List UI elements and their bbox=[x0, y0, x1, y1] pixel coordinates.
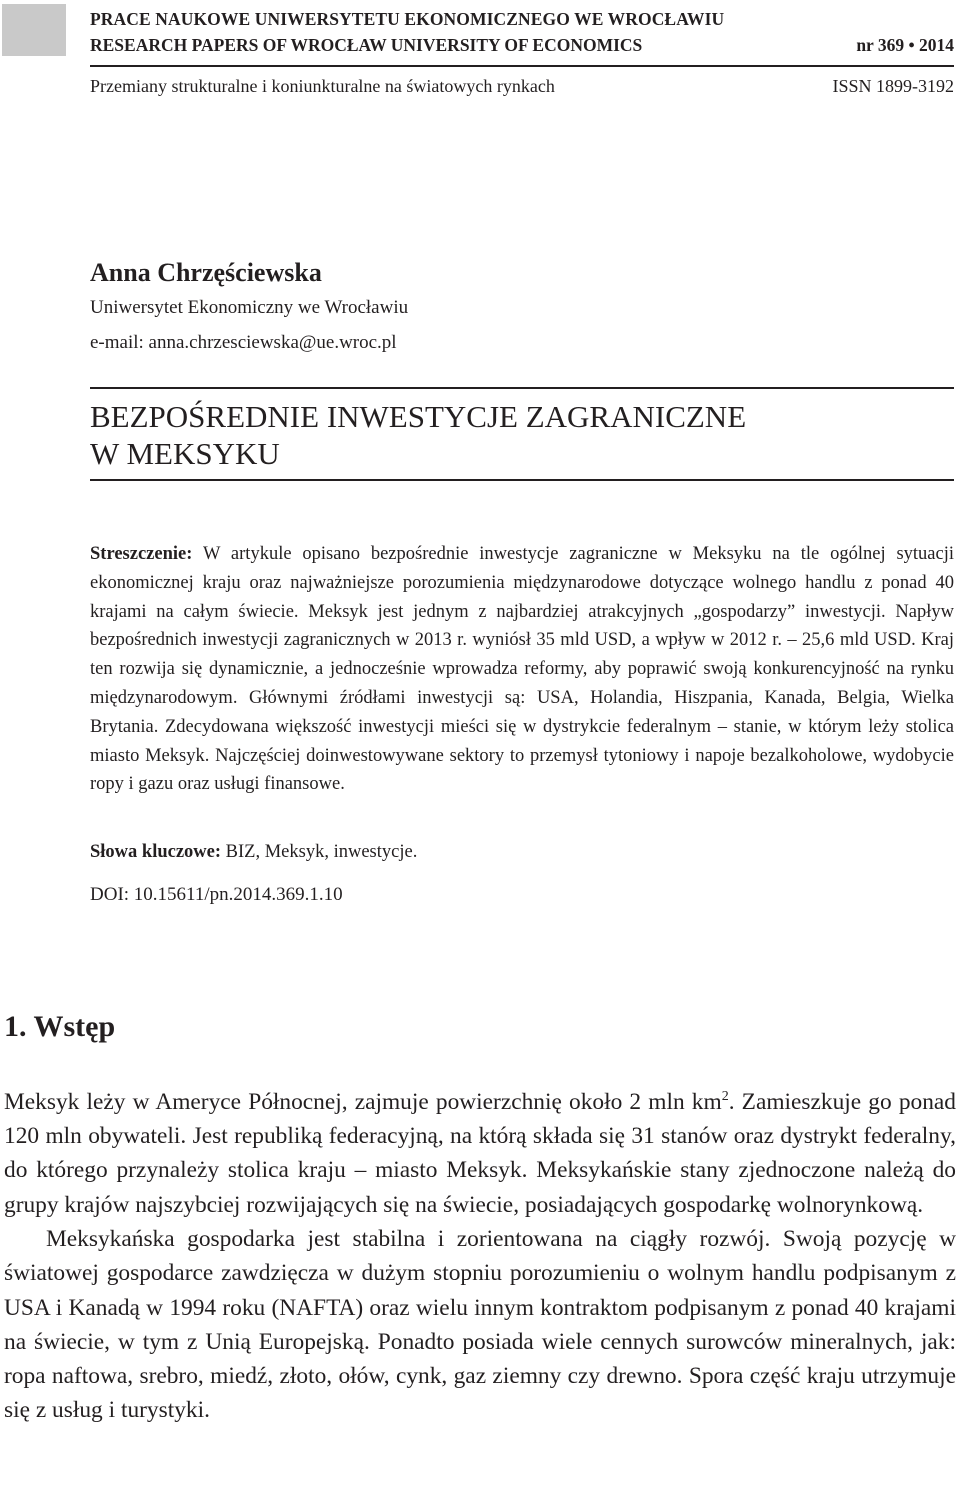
section-body bbox=[4, 1080, 956, 1428]
section-heading: 1. Wstęp bbox=[4, 1010, 116, 1043]
title-rule-bottom bbox=[90, 479, 954, 481]
paragraph-1-part-a: Meksyk leży w Ameryce Północnej, zajmuje powierzchnię około 2 mln km bbox=[4, 1088, 722, 1115]
paragraph-1 bbox=[4, 1080, 956, 1222]
article-title-line-1: BEZPOŚREDNIE INWESTYCJE ZAGRANICZNE bbox=[90, 399, 747, 434]
journal-title-en: RESEARCH PAPERS OF WROCŁAW UNIVERSITY OF ECONOMICS bbox=[90, 35, 643, 55]
superscript: 2 bbox=[721, 1089, 729, 1104]
title-rule-top bbox=[90, 387, 954, 389]
issn: ISSN 1899-3192 bbox=[832, 76, 954, 96]
series-row bbox=[90, 76, 954, 97]
header-gray-square bbox=[2, 4, 66, 56]
keywords-text: BIZ, Meksyk, inwestycje. bbox=[225, 842, 418, 862]
journal-title-pl: PRACE NAUKOWE UNIWERSYTETU EKONOMICZNEGO WE WROCŁAWIU bbox=[90, 9, 725, 29]
journal-title-en-row bbox=[90, 35, 954, 56]
keywords bbox=[90, 842, 417, 863]
article-title-line-2: W MEKSYKU bbox=[90, 436, 280, 471]
article-title bbox=[90, 398, 950, 472]
series-title: Przemiany strukturalne i koniunkturalne na światowych rynkach bbox=[90, 76, 555, 96]
paragraph-2: Meksykańska gospodarka jest stabilna i zorientowana na ciągły rozwój. Swoją pozycję w światowej gospodarce zawdzięcza w dużym stopniu porozumieniu o wolnym handlu podpisanym z USA i Kanadą w 1994 roku (NAFTA) oraz wielu innym kontraktom podpisanym z ponad 40 krajami na świecie, w tym z Unią Europejską. Ponadto posiada wiele cennych surowców mineralnych, jak: ropa naftowa, srebro, miedź, złoto, ołów, cynk, gaz ziemny czy drewno. Spora część kraju utrzymuje się z usług i turystyki. bbox=[4, 1225, 956, 1424]
author-email: e-mail: anna.chrzesciewska@ue.wroc.pl bbox=[90, 332, 397, 353]
keywords-label: Słowa kluczowe: bbox=[90, 842, 222, 862]
issue-number: nr 369 • 2014 bbox=[856, 35, 954, 55]
abstract-text: W artykule opisano bezpośrednie inwestycje zagraniczne w Meksyku na tle ogólnej sytuacji ekonomicznej kraju oraz najważniejsze porozumienia międzynarodowe dotyczące wolnego handlu z ponad 40 krajami na całym świecie. Meksyk jest jednym z najbardziej atrakcyjnych „gospodarzy” inwestycji. Napływ bezpośrednich inwestycji zagranicznych w 2013 r. wyniósł 35 mld USD, a wpływ w 2012 r. – 25,6 mld USD. Kraj ten rozwija się dynamicznie, a jednocześnie wprowadza reformy, aby poprawić swoją konkurencyjność na rynku międzynarodowym. Głównymi źródłami inwestycji są: USA, Holandia, Hiszpania, Kanada, Belgia, Wielka Brytania. Zdecydowana większość inwestycji mieści się w dystrykcie federalnym – stanie, w którym leży stolica miasto Meksyk. Najczęściej doinwestowywane sektory to przemysł tytoniowy i napoje bezalkoholowe, wydobycie ropy i gazu oraz usługi finansowe. bbox=[90, 544, 954, 795]
header-rule bbox=[90, 65, 954, 67]
abstract bbox=[90, 540, 954, 799]
abstract-label: Streszczenie: bbox=[90, 544, 193, 564]
doi: DOI: 10.15611/pn.2014.369.1.10 bbox=[90, 884, 343, 905]
author-affiliation: Uniwersytet Ekonomiczny we Wrocławiu bbox=[90, 297, 409, 318]
paragraph-1-part-b: . Zamieszkuje go ponad 120 mln obywateli. Jest republiką federacyjną, na którą składa się 31 stanów oraz dystrykt federalny, do którego przynależy stolica kraju – miasto Meksyk. Meksykańskie stany zjednoczone należą do grupy krajów najszybciej rozwijających się na świecie, posiadających gospodarkę wolnorynkową. bbox=[4, 1088, 956, 1218]
author-name: Anna Chrzęściewska bbox=[90, 258, 322, 287]
